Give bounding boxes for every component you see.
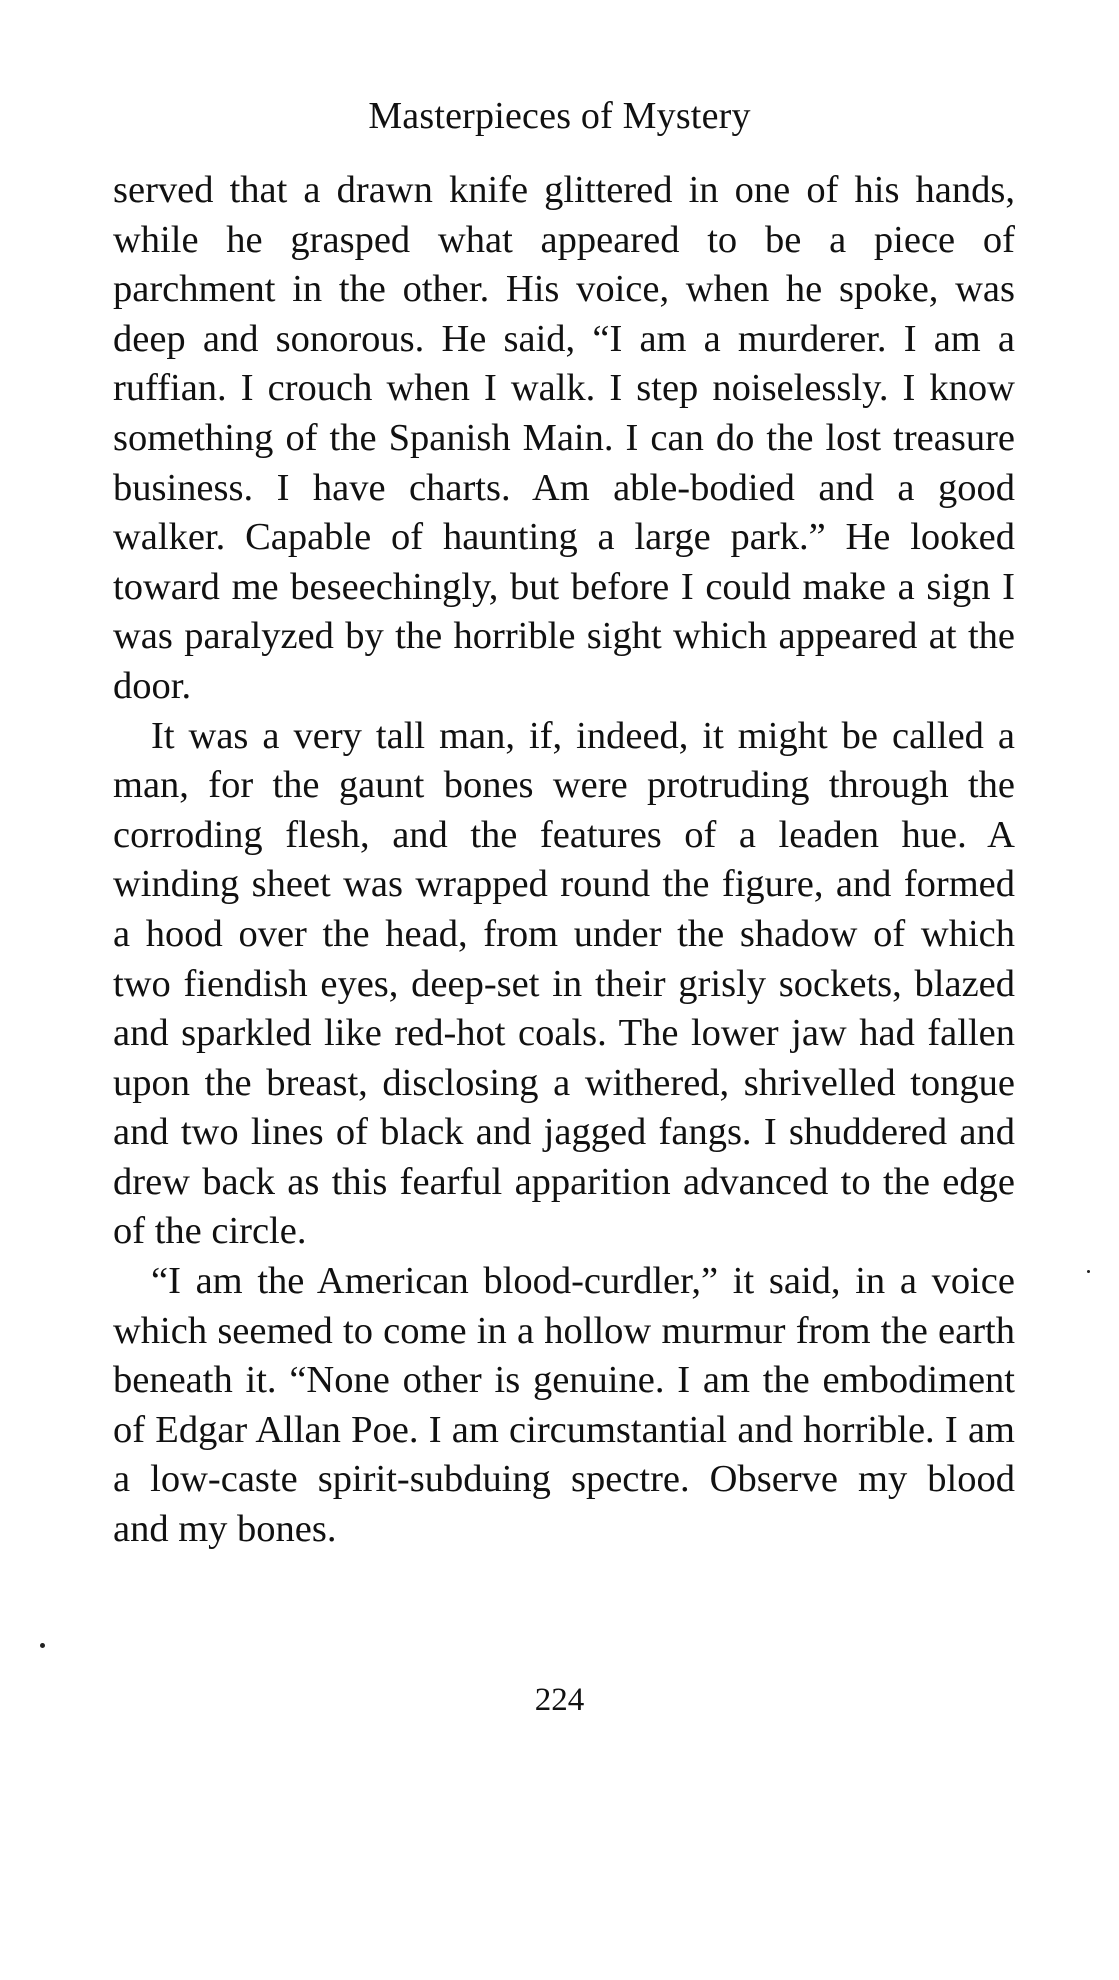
print-speck	[1087, 1270, 1090, 1273]
paragraph-3: “I am the American blood-curdler,” it said, in a voice which seemed to come in a hollow murmur from the earth beneath it. “None other is genuine. I am the embodiment of Edgar Allan Poe. I am circumstantial and horrible. I am a low-caste spirit-subduing spectre. Observe my blood and my bones.	[113, 1260, 1015, 1551]
print-speck	[40, 1643, 45, 1648]
page-number: 224	[534, 1682, 585, 1718]
paragraph-1: served that a drawn knife glittered in one of his hands, while he grasped what appeared to be a piece of parchment in the other. His voice, when he spoke, was deep and sonorous. He said, “I am a murderer. I am a ruffian. I crouch when I walk. I step noiselessly. I know something of the Spanish Main. I can do the lost treasure business. I have charts. Am able-bodied and a good walker. Capable of haunting a large park.” He looked toward me beseechingly, but before I could make a sign I was paralyzed by the horrible sight which appeared at the door.	[113, 169, 1015, 707]
running-head: Masterpieces of Mystery	[368, 95, 751, 137]
paragraph-2: It was a very tall man, if, indeed, it might be called a man, for the gaunt bones were protruding through the corroding flesh, and the features of a leaden hue. A winding sheet was wrapped round the figure, and formed a hood over the head, from under the shadow of which two fiendish eyes, deep-set in their grisly sockets, blazed and sparkled like red-hot coals. The lower jaw had fallen upon the breast, disclosing a withered, shrivelled tongue and two lines of black and jagged fangs. I shuddered and drew back as this fearful apparition advanced to the edge of the circle.	[113, 714, 1015, 1253]
body-text	[113, 166, 1015, 1555]
